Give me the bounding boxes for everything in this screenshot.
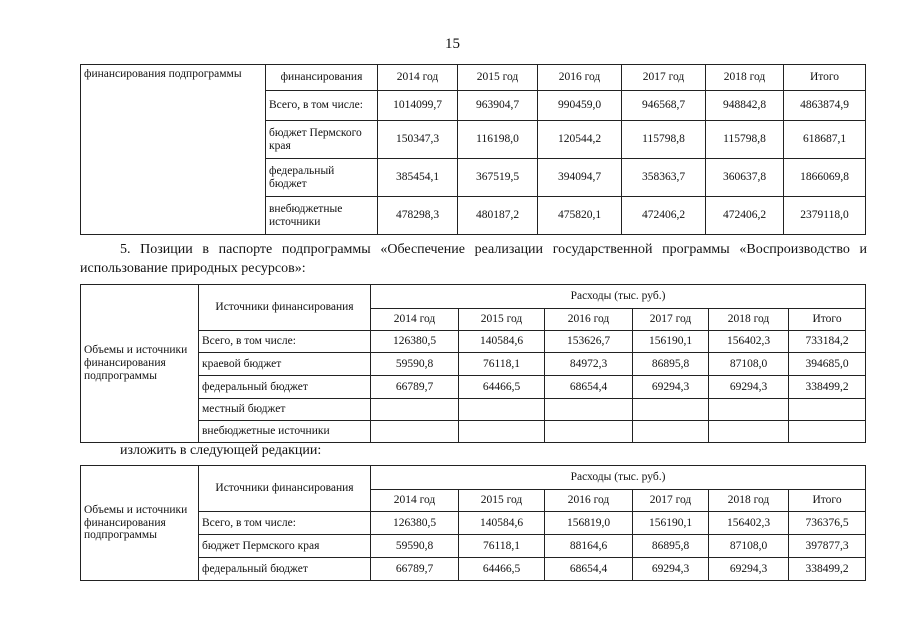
amendment-paragraph-5: 5. Позиции в паспорте подпрограммы «Обеспечение реализации государственной программы «Воспроизводство и использование природных ресурсов»: xyxy=(80,242,867,276)
column-header: Итого xyxy=(784,65,866,91)
row-label: федеральный бюджет xyxy=(266,159,378,197)
table-cell: 156819,0 xyxy=(545,512,633,535)
row-label: Всего, в том числе: xyxy=(266,91,378,121)
table-cell: 76118,1 xyxy=(459,535,545,558)
year-header: 2015 год xyxy=(459,309,545,331)
table-cell: 736376,5 xyxy=(789,512,866,535)
table-cell xyxy=(789,421,866,443)
table-cell: 126380,5 xyxy=(371,512,459,535)
year-header: Итого xyxy=(789,309,866,331)
table-cell: 472406,2 xyxy=(706,197,784,235)
table-cell: 84972,3 xyxy=(545,353,633,376)
table-cell: 338499,2 xyxy=(789,558,866,581)
year-header: 2017 год xyxy=(633,309,709,331)
table-cell xyxy=(545,399,633,421)
table-cell: 394094,7 xyxy=(538,159,622,197)
table-cell: 480187,2 xyxy=(458,197,538,235)
table-cell: 140584,6 xyxy=(459,512,545,535)
year-header: 2018 год xyxy=(709,490,789,512)
table-cell: 76118,1 xyxy=(459,353,545,376)
table-cell: 59590,8 xyxy=(371,535,459,558)
column-header: финансирования xyxy=(266,65,378,91)
column-header: 2014 год xyxy=(378,65,458,91)
table-cell: 86895,8 xyxy=(633,353,709,376)
table-cell: 140584,6 xyxy=(459,331,545,353)
year-header: 2014 год xyxy=(371,490,459,512)
table-cell: 338499,2 xyxy=(789,376,866,399)
subprogram-volumes-label: Объемы и источники финансирования подпрограммы xyxy=(81,285,199,443)
table-cell: 472406,2 xyxy=(622,197,706,235)
table-cell: 4863874,9 xyxy=(784,91,866,121)
table-cell: 360637,8 xyxy=(706,159,784,197)
table-cell xyxy=(371,399,459,421)
subprogram-financing-label: финансирования подпрограммы xyxy=(81,65,266,235)
page-number: 15 xyxy=(445,36,460,52)
table-cell xyxy=(789,399,866,421)
table-cell: 116198,0 xyxy=(458,121,538,159)
table-cell: 68654,4 xyxy=(545,376,633,399)
table-cell: 59590,8 xyxy=(371,353,459,376)
table-cell xyxy=(371,421,459,443)
row-label: бюджет Пермского края xyxy=(266,121,378,159)
table-cell: 1014099,7 xyxy=(378,91,458,121)
table-cell xyxy=(545,421,633,443)
row-label: внебюджетные источники xyxy=(266,197,378,235)
table-cell xyxy=(709,399,789,421)
sources-header: Источники финансирования xyxy=(199,285,371,331)
table-cell: 64466,5 xyxy=(459,376,545,399)
table-cell: 115798,8 xyxy=(622,121,706,159)
row-label: Всего, в том числе: xyxy=(199,331,371,353)
table-cell: 156402,3 xyxy=(709,512,789,535)
table-cell: 64466,5 xyxy=(459,558,545,581)
table-cell xyxy=(709,421,789,443)
table-cell: 397877,3 xyxy=(789,535,866,558)
table-row xyxy=(81,466,866,490)
table-cell: 120544,2 xyxy=(538,121,622,159)
table-cell: 948842,8 xyxy=(706,91,784,121)
table-cell: 126380,5 xyxy=(371,331,459,353)
table-row xyxy=(81,421,866,443)
table-row xyxy=(81,65,866,91)
table-row xyxy=(81,512,866,535)
amendment-paragraph-new-wording: изложить в следующей редакции: xyxy=(120,443,322,458)
row-label: бюджет Пермского края xyxy=(199,535,371,558)
table-cell: 68654,4 xyxy=(545,558,633,581)
row-label: Всего, в том числе: xyxy=(199,512,371,535)
table-row xyxy=(81,376,866,399)
table-cell: 367519,5 xyxy=(458,159,538,197)
table-cell xyxy=(459,421,545,443)
year-header: 2016 год xyxy=(545,309,633,331)
column-header: 2016 год xyxy=(538,65,622,91)
table-cell: 115798,8 xyxy=(706,121,784,159)
table-row xyxy=(81,399,866,421)
table-cell: 88164,6 xyxy=(545,535,633,558)
table-cell: 1866069,8 xyxy=(784,159,866,197)
table-cell xyxy=(459,399,545,421)
sources-header: Источники финансирования xyxy=(199,466,371,512)
row-label: местный бюджет xyxy=(199,399,371,421)
table-row xyxy=(81,331,866,353)
table-cell: 69294,3 xyxy=(709,558,789,581)
table-cell: 153626,7 xyxy=(545,331,633,353)
table-cell: 69294,3 xyxy=(633,376,709,399)
table-cell: 69294,3 xyxy=(709,376,789,399)
financing-table-new xyxy=(80,465,866,581)
table-cell: 86895,8 xyxy=(633,535,709,558)
year-header: 2017 год xyxy=(633,490,709,512)
table-cell: 733184,2 xyxy=(789,331,866,353)
table-cell: 87108,0 xyxy=(709,535,789,558)
table-cell xyxy=(633,399,709,421)
table-row xyxy=(81,353,866,376)
financing-table-continuation xyxy=(80,64,866,235)
table-cell: 156402,3 xyxy=(709,331,789,353)
table-row xyxy=(81,558,866,581)
table-cell xyxy=(633,421,709,443)
row-label: федеральный бюджет xyxy=(199,558,371,581)
row-label: внебюджетные источники xyxy=(199,421,371,443)
table-cell: 150347,3 xyxy=(378,121,458,159)
row-label: федеральный бюджет xyxy=(199,376,371,399)
table-cell: 87108,0 xyxy=(709,353,789,376)
table-cell: 963904,7 xyxy=(458,91,538,121)
year-header: 2014 год xyxy=(371,309,459,331)
table-cell: 394685,0 xyxy=(789,353,866,376)
financing-table-old xyxy=(80,284,866,443)
year-header: Итого xyxy=(789,490,866,512)
table-cell: 385454,1 xyxy=(378,159,458,197)
table-cell: 946568,7 xyxy=(622,91,706,121)
table-cell: 2379118,0 xyxy=(784,197,866,235)
table-cell: 69294,3 xyxy=(633,558,709,581)
expenses-header: Расходы (тыс. руб.) xyxy=(371,466,866,490)
expenses-header: Расходы (тыс. руб.) xyxy=(371,285,866,309)
year-header: 2016 год xyxy=(545,490,633,512)
table-cell: 66789,7 xyxy=(371,558,459,581)
table-cell: 478298,3 xyxy=(378,197,458,235)
column-header: 2018 год xyxy=(706,65,784,91)
row-label: краевой бюджет xyxy=(199,353,371,376)
table-cell: 156190,1 xyxy=(633,331,709,353)
table-cell: 358363,7 xyxy=(622,159,706,197)
year-header: 2015 год xyxy=(459,490,545,512)
table-cell: 156190,1 xyxy=(633,512,709,535)
table-row xyxy=(81,535,866,558)
table-cell: 475820,1 xyxy=(538,197,622,235)
column-header: 2017 год xyxy=(622,65,706,91)
subprogram-volumes-label: Объемы и источники финансирования подпрограммы xyxy=(81,466,199,581)
column-header: 2015 год xyxy=(458,65,538,91)
table-row xyxy=(81,285,866,309)
table-cell: 618687,1 xyxy=(784,121,866,159)
table-cell: 66789,7 xyxy=(371,376,459,399)
table-cell: 990459,0 xyxy=(538,91,622,121)
year-header: 2018 год xyxy=(709,309,789,331)
